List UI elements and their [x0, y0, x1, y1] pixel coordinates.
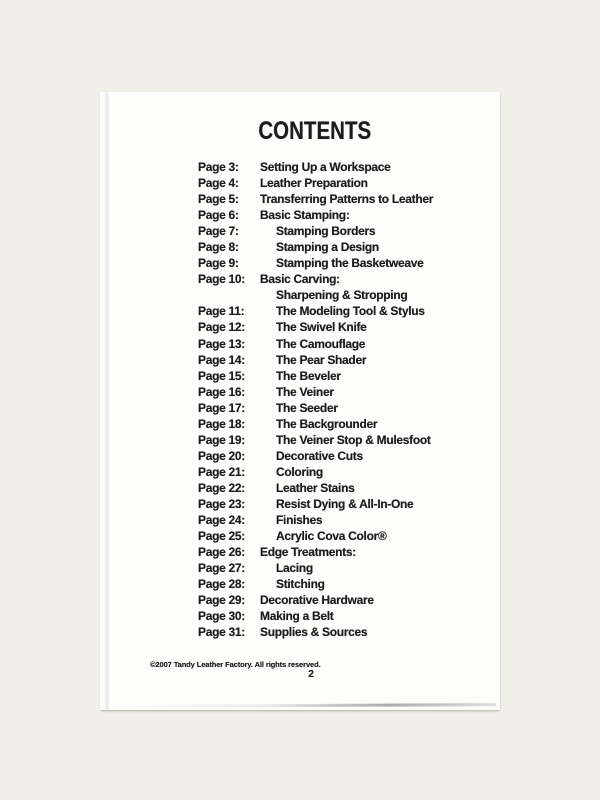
toc-entry	[198, 271, 492, 287]
toc-entry-title: Acrylic Cova Color®	[276, 529, 387, 544]
toc-entry	[198, 608, 492, 624]
toc-entry-title: Transferring Patterns to Leather	[260, 192, 434, 207]
toc-entry-title: Supplies & Sources	[260, 625, 368, 640]
toc-entry	[198, 207, 492, 223]
toc-entry	[198, 400, 492, 416]
toc-entry	[198, 528, 492, 544]
toc-entry-page-label: Page 7:	[198, 224, 239, 239]
toc-entry-title: Basic Stamping:	[260, 208, 350, 223]
toc-entry-page-label: Page 31:	[198, 625, 245, 640]
toc-entry	[198, 464, 492, 480]
toc-entry	[198, 480, 492, 496]
toc-entry-page-label: Page 28:	[198, 577, 245, 592]
toc-entry-page-label: Page 13:	[198, 336, 245, 351]
toc-entry-page-label: Page 18:	[198, 416, 245, 431]
toc-entry	[198, 303, 492, 319]
toc-entry	[198, 624, 492, 640]
toc-entry	[198, 191, 492, 207]
toc-entry	[198, 544, 492, 560]
toc-entry-title: Resist Dying & All-In-One	[276, 496, 414, 511]
page-number: 2	[308, 668, 314, 680]
toc-entry-title: The Camouflage	[276, 336, 366, 351]
toc-entry-page-label: Page 5:	[198, 192, 239, 207]
toc-entry-title: Setting Up a Workspace	[260, 160, 391, 174]
toc-entry-page-label: Page 27:	[198, 561, 245, 576]
toc-entry-page-label: Page 4:	[198, 176, 239, 191]
toc-entry-page-label: Page 12:	[198, 320, 245, 335]
toc-entry-title: Leather Stains	[276, 480, 355, 495]
toc-entry-page-label: Page 30:	[198, 609, 245, 624]
toc-entry-title: The Seeder	[276, 400, 338, 415]
toc-entry-page-label: Page 3:	[198, 160, 239, 174]
toc-entry-title: Basic Carving:	[260, 272, 340, 287]
toc-entry-title: Stitching	[276, 577, 325, 592]
toc-entry-page-label: Page 24:	[198, 513, 245, 528]
toc-entry-title: Making a Belt	[260, 609, 334, 624]
toc-entry-title: The Beveler	[276, 368, 341, 383]
toc-entry-page-label: Page 14:	[198, 352, 245, 367]
toc-entry-page-label: Page 8:	[198, 240, 239, 255]
toc-entry-title: Decorative Hardware	[260, 593, 374, 608]
toc-entry	[198, 512, 492, 528]
page-title	[100, 116, 500, 146]
toc-entry	[198, 223, 492, 239]
toc-entry-page-label: Page 20:	[198, 448, 245, 463]
toc-entry-title: The Modeling Tool & Stylus	[276, 304, 425, 319]
toc-entry	[198, 576, 492, 592]
toc-entry-title: Stamping Borders	[276, 224, 376, 239]
toc-entry-title: Finishes	[276, 513, 323, 528]
toc-entry	[198, 352, 492, 368]
book-page	[100, 92, 500, 710]
toc-entry-title: The Backgrounder	[276, 416, 378, 431]
toc-entry-page-label: Page 26:	[198, 545, 245, 560]
toc-entry	[198, 287, 492, 303]
toc-entry-title: The Veiner	[276, 384, 334, 399]
toc-entry	[198, 159, 492, 175]
toc-entry	[198, 175, 492, 191]
toc-entry-title: Coloring	[276, 464, 323, 479]
page-title-text: CONTENTS	[258, 117, 372, 145]
toc-entry-title: Decorative Cuts	[276, 448, 363, 463]
toc-entry-page-label: Page 21:	[198, 464, 245, 479]
toc-entry	[198, 416, 492, 432]
toc-entry	[198, 336, 492, 352]
toc-entry	[198, 255, 492, 271]
toc-entry	[198, 368, 492, 384]
toc-entry	[198, 496, 492, 512]
toc-entry-title: The Pear Shader	[276, 352, 367, 367]
toc-entry-title: The Veiner Stop & Mulesfoot	[276, 432, 431, 447]
toc-entry-page-label: Page 9:	[198, 256, 239, 271]
toc-entry-title: Stamping the Basketweave	[276, 256, 424, 271]
toc-entry	[198, 239, 492, 255]
copyright-text: ©2007 Tandy Leather Factory. All rights reserved.	[150, 660, 321, 669]
toc-entry-title: Lacing	[276, 561, 313, 576]
toc-entry-page-label: Page 17:	[198, 400, 245, 415]
toc-entry-page-label	[198, 287, 260, 303]
toc-entry-title: The Swivel Knife	[276, 320, 367, 335]
toc-entry	[198, 560, 492, 576]
toc-entry-title: Leather Preparation	[260, 176, 368, 191]
toc-entry	[198, 384, 492, 400]
toc-entry-title: Stamping a Design	[276, 240, 379, 255]
toc-entry-page-label: Page 23:	[198, 496, 245, 511]
toc-entry-title: Edge Treatments:	[260, 545, 356, 560]
toc-entry-page-label: Page 25:	[198, 529, 245, 544]
toc-entry	[198, 592, 492, 608]
toc-entry-title: Sharpening & Stropping	[276, 288, 408, 303]
toc-entry	[198, 432, 492, 448]
toc-entry-page-label: Page 11:	[198, 304, 245, 319]
toc-entry-page-label: Page 16:	[198, 384, 245, 399]
toc-entry-page-label: Page 10:	[198, 272, 245, 287]
toc-list	[198, 159, 492, 640]
toc-entry-page-label: Page 19:	[198, 432, 245, 447]
toc-entry-page-label: Page 6:	[198, 208, 239, 223]
toc-entry-page-label: Page 15:	[198, 368, 245, 383]
toc-entry-page-label: Page 22:	[198, 480, 245, 495]
toc-entry-page-label: Page 29:	[198, 593, 245, 608]
toc-entry	[198, 319, 492, 335]
toc-entry	[198, 448, 492, 464]
